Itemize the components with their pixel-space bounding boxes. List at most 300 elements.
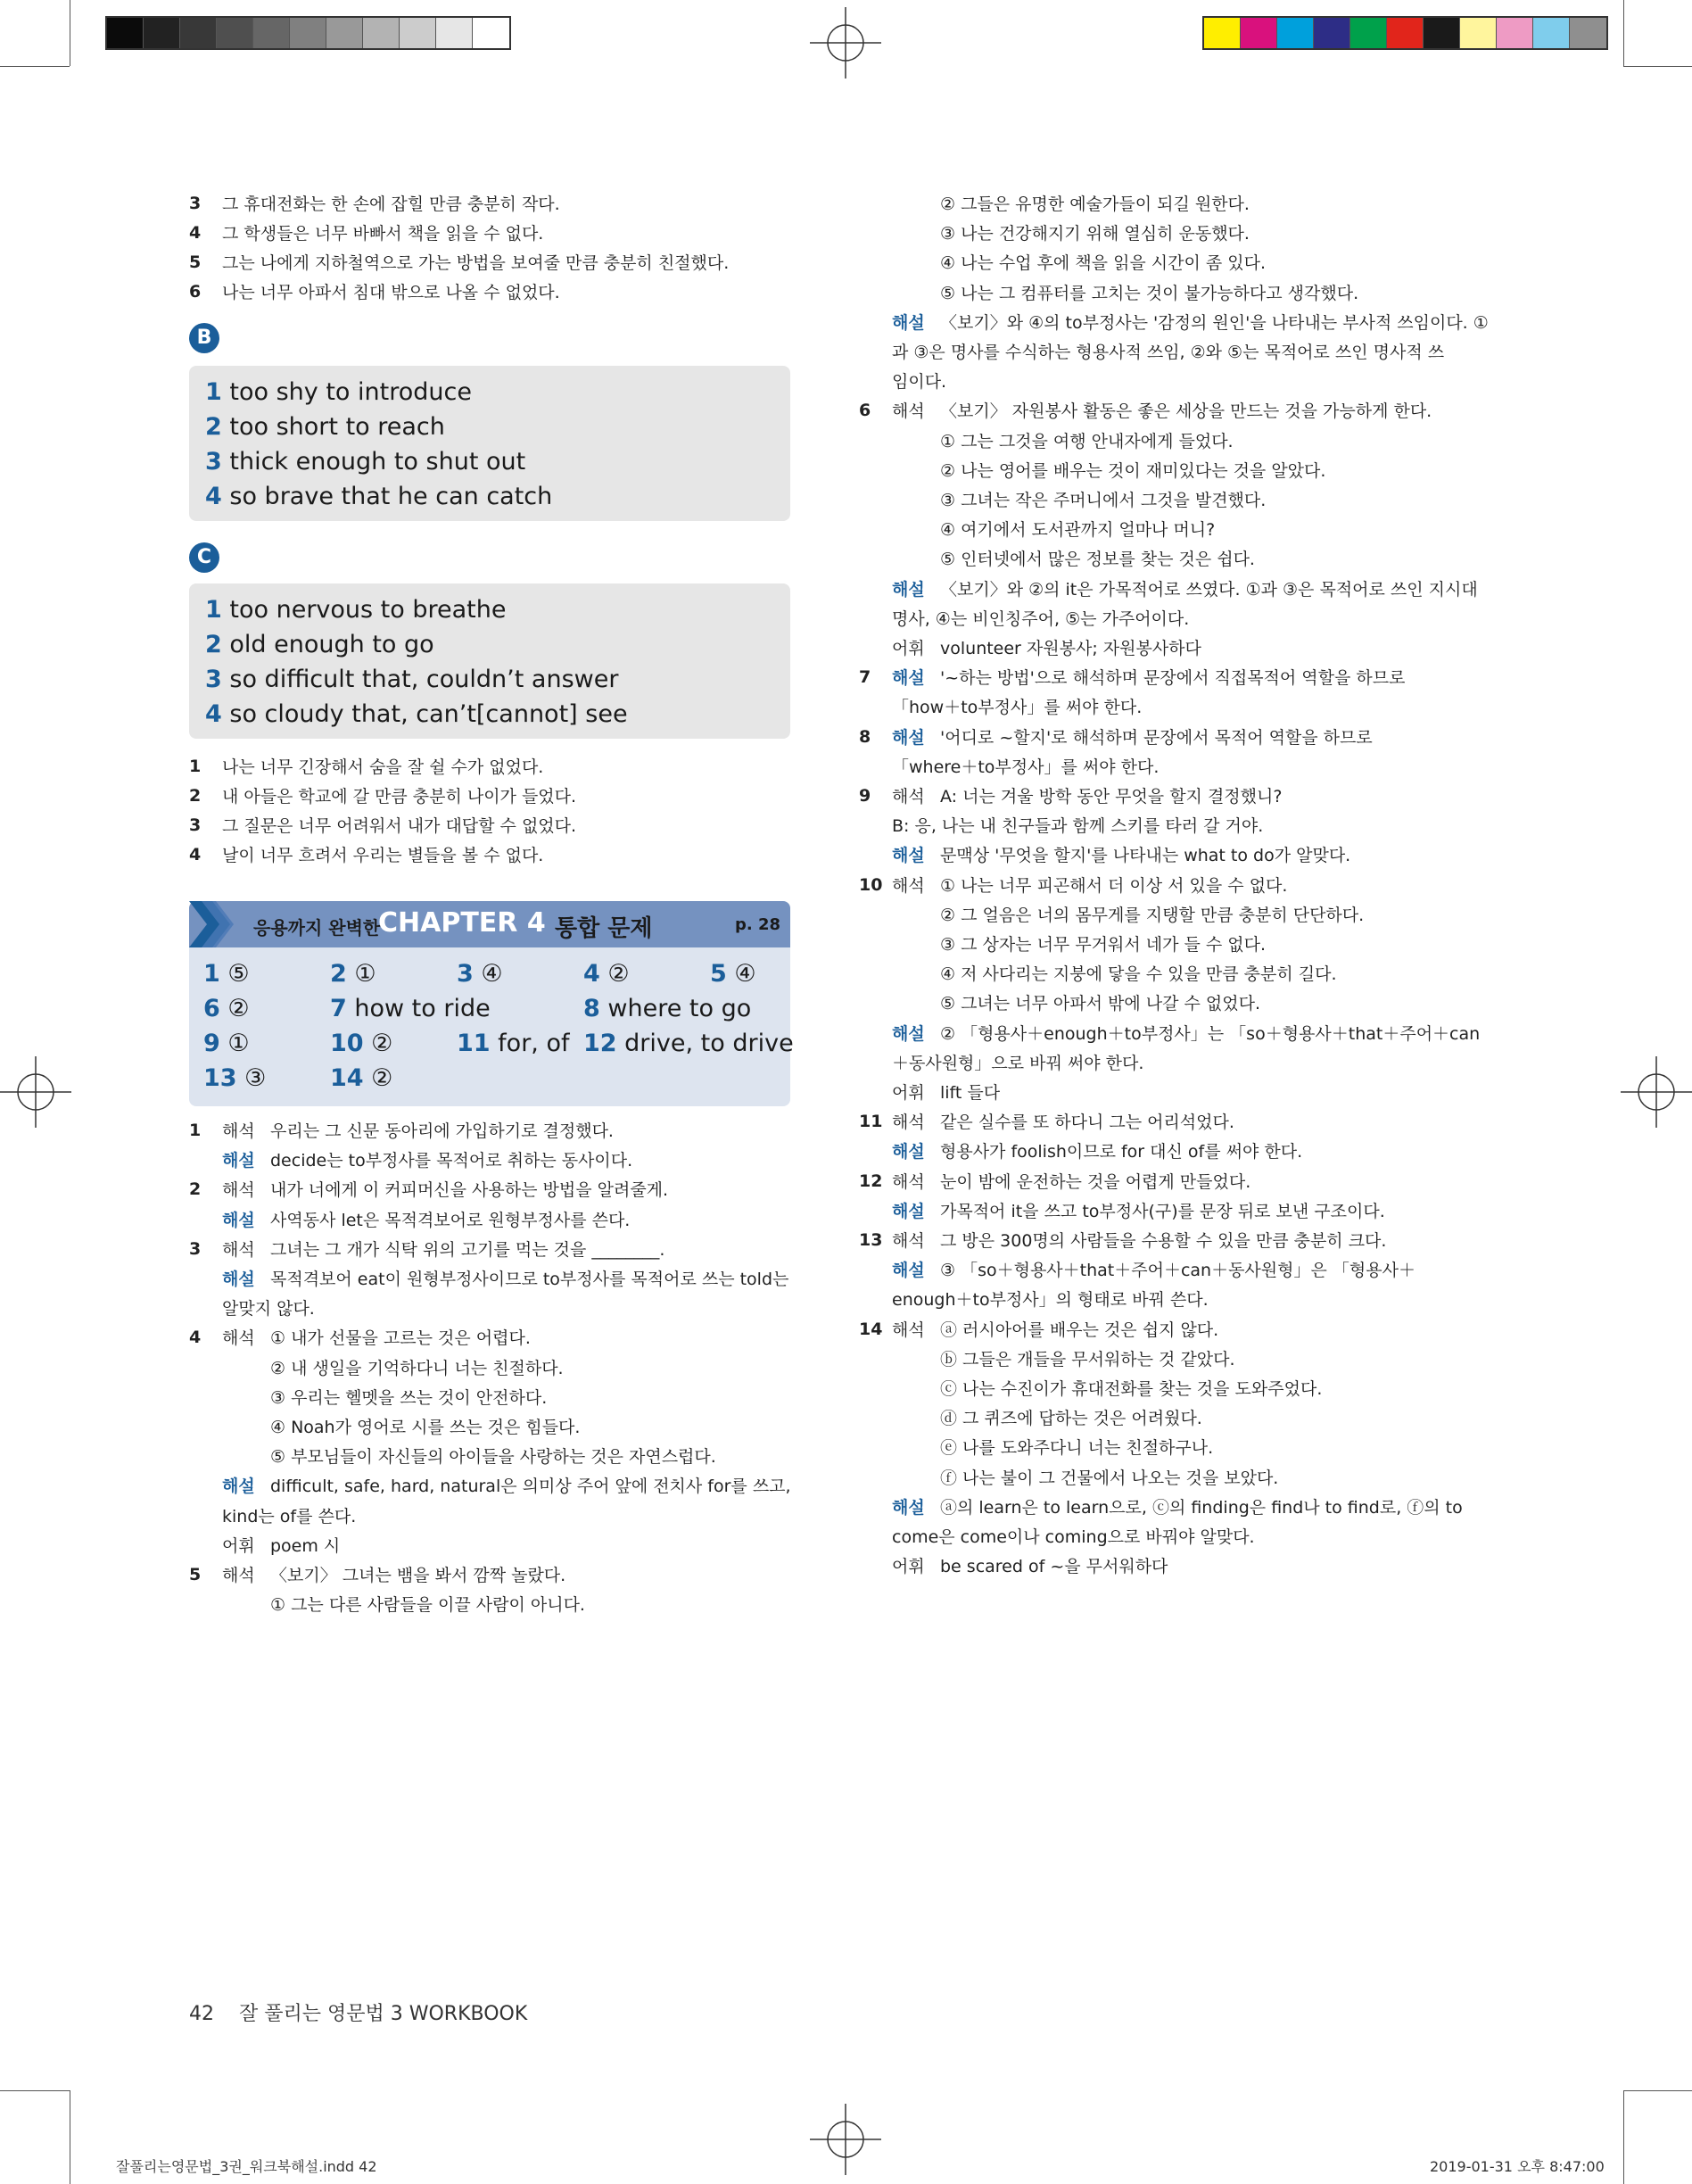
chapter-header [189, 901, 790, 947]
text-line [892, 548, 1255, 571]
line-text: ③ 「so＋형용사＋that＋주어＋can＋동사원형」은 「형용사＋ [940, 1261, 1416, 1281]
line-text: ④ 여기에서 도서관까지 얼마나 머니? [940, 520, 1216, 541]
line-text: ⓑ 그들은 개들을 무서워하는 것 같았다. [940, 1349, 1235, 1369]
answer-box-b [189, 366, 790, 521]
text-line [892, 874, 1287, 898]
text-line [222, 1505, 356, 1528]
line-text: A: 너는 겨울 방학 동안 무엇을 할지 결정했니? [940, 787, 1283, 807]
chapter-answer [583, 960, 630, 988]
text-line [892, 1377, 1322, 1401]
answer-number: 3 [205, 666, 222, 693]
text-line [892, 1200, 1385, 1223]
answer-value: where to go [607, 995, 752, 1022]
answer-text: thick enough to shut out [229, 448, 526, 476]
text-line [892, 222, 1250, 245]
line-text: be scared of ~을 무서워하다 [940, 1557, 1168, 1577]
line-text: ③ 그 상자는 너무 무거워서 네가 들 수 없다. [940, 935, 1267, 955]
line-text: 그 방은 300명의 사람들을 수용할 수 있을 만큼 충분히 크다. [940, 1231, 1387, 1251]
answer-text: old enough to go [229, 631, 434, 658]
line-text: ⓓ 그 퀴즈에 답하는 것은 어려웠다. [940, 1409, 1202, 1429]
answer-value: drive, to drive [624, 1030, 794, 1057]
item-number: 2 [189, 786, 202, 806]
answer-number: 14 [330, 1064, 364, 1092]
chapter-subtitle: 통합 문제 [555, 915, 653, 942]
item-number: 8 [859, 726, 871, 747]
crop-mark [1623, 2090, 1692, 2091]
text-line [892, 1259, 1416, 1282]
text-line [892, 282, 1358, 305]
item-number: 12 [859, 1171, 883, 1191]
answer-item [205, 483, 552, 510]
text-line [222, 1149, 632, 1172]
chapter-page: p. 28 [735, 915, 781, 934]
text-line [222, 1564, 565, 1587]
line-text: 가목적어 it을 쓰고 to부정사(구)를 문장 뒤로 보낸 구조이다. [940, 1201, 1385, 1221]
text-line [892, 1526, 1255, 1549]
registration-mark-icon [810, 2104, 881, 2175]
line-label: 해설 [892, 312, 925, 333]
text-line [222, 1297, 315, 1320]
chapter-answer [203, 960, 250, 988]
answer-number: 6 [203, 995, 220, 1022]
answer-item [205, 700, 628, 728]
answer-number: 2 [205, 631, 222, 658]
answer-item [205, 448, 525, 476]
line-text: ① 그는 다른 사람들을 이끌 사람이 아니다. [270, 1595, 585, 1616]
crop-mark [1623, 2090, 1624, 2184]
text-line [222, 1535, 340, 1558]
line-label: 해설 [892, 579, 925, 600]
answer-text: so brave that he can catch [229, 483, 553, 510]
grayscale-color-bar [105, 16, 511, 50]
item-number: 14 [859, 1319, 883, 1339]
answer-number: 3 [457, 960, 474, 988]
line-label: 해석 [892, 1113, 925, 1133]
color-swatch [290, 18, 326, 48]
line-label: 해석 [222, 1328, 255, 1349]
line-text: ① 나는 너무 피곤해서 더 이상 서 있을 수 없다. [940, 875, 1288, 896]
answer-text: too nervous to breathe [229, 596, 507, 624]
line-label: 해설 [892, 1261, 925, 1281]
text-line [892, 1022, 1480, 1046]
line-text: 그 질문은 너무 어려워서 내가 대답할 수 없었다. [222, 816, 577, 836]
answer-number: 4 [583, 960, 600, 988]
color-swatch [400, 18, 436, 48]
line-label: 해석 [222, 1239, 255, 1260]
line-text: 〈보기〉와 ②의 it은 가목적어로 쓰였다. ①과 ③은 목적어로 쓰인 지시대 [940, 579, 1478, 600]
chapter-answer [583, 995, 751, 1022]
line-label: 해설 [222, 1151, 255, 1171]
text-line [222, 193, 560, 216]
line-text: ③ 나는 건강해지기 위해 열심히 운동했다. [940, 224, 1250, 244]
answer-text: so cloudy that, can’t[cannot] see [229, 700, 628, 728]
color-swatch [473, 18, 509, 48]
section-b-badge: B [189, 323, 219, 353]
crop-mark [0, 2090, 70, 2091]
line-text: 알맞지 않다. [222, 1299, 315, 1320]
slug-file: 잘풀리는영문법_3권_워크북해설.indd 42 [116, 2158, 377, 2175]
page-number: 42 [189, 2003, 214, 2025]
text-line [222, 1238, 664, 1262]
item-number: 4 [189, 1328, 202, 1348]
line-text: ② 내 생일을 기억하다니 너는 친절하다. [270, 1358, 564, 1378]
line-text: 그 휴대전화는 한 손에 잡힐 만큼 충분히 작다. [222, 194, 560, 214]
text-line [892, 844, 1350, 867]
chapter-prefix: 응용까지 완벽한 [253, 917, 381, 939]
line-text: ④ Noah가 영어로 시를 쓰는 것은 힘들다. [270, 1418, 581, 1437]
line-text: '~하는 방법'으로 해석하며 문장에서 직접목적어 역할을 하므로 [940, 668, 1406, 689]
text-line [892, 1081, 1000, 1104]
text-line [222, 1593, 585, 1617]
line-text: 그 학생들은 너무 바빠서 책을 읽을 수 없다. [222, 224, 544, 244]
answer-number: 2 [205, 413, 222, 441]
text-line [892, 1467, 1278, 1490]
color-swatch [253, 18, 290, 48]
line-text: decide는 to부정사를 목적어로 취하는 동사이다. [270, 1151, 633, 1171]
line-text: ② 나는 영어를 배우는 것이 재미있다는 것을 알았다. [940, 460, 1326, 481]
answer-number: 4 [205, 483, 222, 510]
answer-item [205, 666, 618, 693]
text-line [892, 518, 1215, 542]
line-label: 해석 [892, 1231, 925, 1251]
text-line [892, 1111, 1234, 1134]
text-line [222, 252, 729, 275]
text-line [222, 222, 543, 245]
answer-value: how to ride [354, 995, 491, 1022]
text-line [892, 489, 1266, 512]
text-line [892, 1348, 1235, 1371]
item-number: 10 [859, 874, 883, 895]
chapter-answer [203, 995, 250, 1022]
color-swatch [1350, 18, 1387, 48]
text-line [222, 756, 543, 779]
answer-number: 7 [330, 995, 347, 1022]
text-line [222, 1120, 614, 1143]
line-text: 나는 너무 아파서 침대 밖으로 나올 수 없었다. [222, 283, 560, 302]
text-line [892, 1496, 1463, 1519]
line-text: ⓐ의 learn은 to learn으로, ⓒ의 finding은 find나 to find로, ⓕ의 to [940, 1497, 1463, 1518]
item-number: 3 [189, 194, 202, 213]
line-text: 문맥상 '무엇을 할지'를 나타내는 what to do가 알맞다. [940, 846, 1351, 866]
chapter-answer [330, 960, 376, 988]
line-text: 형용사가 foolish이므로 for 대신 of를 써야 한다. [940, 1142, 1303, 1162]
line-text: ⑤ 부모님들이 자신들의 아이들을 사랑하는 것은 자연스럽다. [270, 1447, 716, 1468]
line-label: 해석 [222, 1566, 255, 1585]
text-line [892, 933, 1266, 956]
text-line [892, 696, 1142, 719]
text-line [892, 578, 1478, 601]
text-line [222, 1445, 716, 1468]
line-text: 내가 너에게 이 커피머신을 사용하는 방법을 알려줄게. [270, 1180, 669, 1201]
answer-number: 5 [710, 960, 727, 988]
chapter-answer [710, 960, 756, 988]
answer-number: 11 [457, 1030, 491, 1057]
line-text: ⑤ 인터넷에서 많은 정보를 찾는 것은 쉽다. [940, 550, 1255, 570]
section-c-badge: C [189, 542, 219, 573]
line-text: volunteer 자원봉사; 자원봉사하다 [940, 639, 1201, 658]
line-label: 어휘 [892, 1083, 925, 1103]
line-text: 그는 나에게 지하철역으로 가는 방법을 보여줄 만큼 충분히 친절했다. [222, 253, 730, 273]
chevron-right-icon [189, 901, 243, 947]
line-text: ④ 나는 수업 후에 책을 읽을 시간이 좀 있다. [940, 253, 1267, 274]
line-text: enough＋to부정사」의 형태로 바꿔 쓴다. [892, 1290, 1209, 1311]
answer-number: 13 [203, 1064, 237, 1092]
line-text: 눈이 밤에 운전하는 것을 어렵게 만들었다. [940, 1171, 1251, 1192]
page-footer [189, 1998, 527, 2026]
line-text: ⑤ 나는 그 컴퓨터를 고치는 것이 불가능하다고 생각했다. [940, 283, 1359, 303]
line-label: 해석 [892, 401, 925, 422]
line-text: ⓐ 러시아어를 배우는 것은 쉽지 않다. [940, 1320, 1219, 1340]
text-line [892, 1171, 1250, 1194]
chapter-answer [330, 1030, 392, 1057]
answer-value: ② [227, 995, 250, 1022]
line-text: ② 그들은 유명한 예술가들이 되길 원한다. [940, 194, 1250, 214]
answer-value: ④ [481, 960, 503, 988]
item-number: 3 [189, 1238, 202, 1259]
item-number: 4 [189, 223, 202, 243]
color-swatch [1570, 18, 1606, 48]
line-label: 해석 [222, 1180, 255, 1201]
color-swatch [1424, 18, 1460, 48]
line-label: 해설 [892, 668, 925, 689]
chapter-answer [330, 1064, 392, 1092]
color-swatch [1204, 18, 1241, 48]
answer-item [205, 378, 472, 406]
text-line [892, 726, 1373, 749]
line-label: 해설 [892, 727, 925, 748]
item-number: 2 [189, 1179, 202, 1200]
text-line [892, 400, 1432, 423]
text-line [222, 1179, 668, 1202]
chapter-answer [203, 1064, 266, 1092]
text-line [892, 963, 1337, 986]
answer-box-c [189, 583, 790, 739]
text-line [892, 1319, 1218, 1342]
line-text: 목적격보어 eat이 원형부정사이므로 to부정사를 목적어로 쓰는 told는 [270, 1270, 789, 1289]
text-line [892, 815, 1263, 838]
text-line [222, 1416, 580, 1439]
text-line [892, 311, 1489, 335]
line-text: difficult, safe, hard, natural은 의미상 주어 앞에 전치사 for를 쓰고, [270, 1477, 791, 1497]
item-number: 4 [189, 845, 202, 864]
color-swatch [1277, 18, 1314, 48]
line-text: 나는 너무 긴장해서 숨을 잘 쉴 수가 없었다. [222, 757, 544, 777]
text-line [892, 1229, 1386, 1253]
text-line [222, 1268, 788, 1291]
item-number: 7 [859, 667, 871, 688]
color-swatch [1533, 18, 1570, 48]
line-label: 해설 [892, 1142, 925, 1162]
text-line [222, 1475, 791, 1498]
line-text: ① 그는 그것을 여행 안내자에게 들었다. [940, 431, 1234, 451]
chapter-answer [583, 1030, 794, 1057]
line-text: lift 들다 [940, 1083, 1001, 1103]
answer-value: ⑤ [227, 960, 250, 988]
answer-value: ① [227, 1030, 250, 1057]
answer-text: too shy to introduce [229, 378, 472, 406]
crop-mark [1623, 0, 1624, 66]
item-number: 11 [859, 1112, 883, 1132]
chapter-answer [330, 995, 491, 1022]
line-text: kind는 of를 쓴다. [222, 1506, 357, 1526]
chapter-answer [203, 1030, 250, 1057]
answer-value: ③ [244, 1064, 267, 1092]
answer-number: 8 [583, 995, 600, 1022]
item-number: 13 [859, 1230, 883, 1250]
text-line [222, 1386, 547, 1410]
text-line [222, 785, 576, 808]
answer-number: 12 [583, 1030, 617, 1057]
text-line [892, 666, 1405, 690]
text-line [892, 341, 1444, 364]
item-number: 3 [189, 815, 202, 835]
answer-value: ② [371, 1064, 393, 1092]
text-line [892, 756, 1159, 779]
answer-number: 4 [205, 700, 222, 728]
color-swatch [144, 18, 180, 48]
answer-item [205, 596, 506, 624]
answer-value: ① [354, 960, 376, 988]
text-line [892, 1436, 1213, 1460]
color-swatch [1314, 18, 1350, 48]
color-swatch [326, 18, 363, 48]
line-text: ② 그 얼음은 너의 몸무게를 지탱할 만큼 충분히 단단하다. [940, 905, 1365, 925]
answer-value: for, of [498, 1030, 570, 1057]
line-label: 해석 [222, 1121, 255, 1141]
line-text: 사역동사 let은 목적격보어로 원형부정사를 쓴다. [270, 1210, 631, 1230]
text-line [222, 844, 543, 867]
line-text: B: 응, 나는 내 친구들과 함께 스키를 타러 갈 거야. [892, 816, 1264, 837]
answer-text: so difficult that, couldn’t answer [229, 666, 619, 693]
line-text: come은 come이나 coming으로 바꿔야 알맞다. [892, 1527, 1255, 1547]
line-text: ⓔ 나를 도와주다니 너는 친절하구나. [940, 1438, 1214, 1459]
text-line [222, 1209, 630, 1232]
book-title: 잘 풀리는 영문법 3 WORKBOOK [238, 2003, 528, 2025]
chapter-answer-grid [189, 947, 794, 1106]
line-text: 임이다. [892, 372, 947, 393]
text-line [892, 1407, 1202, 1430]
line-label: 해설 [222, 1270, 255, 1289]
color-swatch [107, 18, 144, 48]
item-number: 1 [189, 757, 202, 776]
answer-number: 3 [205, 448, 222, 476]
line-text: 내 아들은 학교에 갈 만큼 충분히 나이가 들었다. [222, 787, 577, 807]
line-text: 같은 실수를 또 하다니 그는 어리석었다. [940, 1113, 1234, 1133]
line-text: 날이 너무 흐려서 우리는 별들을 볼 수 없다. [222, 846, 544, 865]
line-text: ⓕ 나는 불이 그 건물에서 나오는 것을 보았다. [940, 1468, 1279, 1488]
line-label: 해설 [892, 1201, 925, 1221]
text-line [892, 1555, 1168, 1578]
text-line [892, 1140, 1302, 1163]
answer-number: 2 [330, 960, 347, 988]
text-line [222, 281, 560, 304]
answer-item [205, 413, 445, 441]
line-text: ② 「형용사＋enough＋to부정사」는 「so＋형용사＋that＋주어＋can [940, 1023, 1481, 1044]
answer-number: 1 [205, 378, 222, 406]
line-label: 해설 [892, 846, 925, 866]
registration-mark-icon [0, 1056, 71, 1128]
slug-date: 2019-01-31 오후 8:47:00 [1430, 2158, 1605, 2175]
line-text: poem 시 [270, 1535, 341, 1556]
line-text: 〈보기〉와 ④의 to부정사는 '감정의 원인'을 나타내는 부사적 쓰임이다. ① [940, 312, 1489, 333]
chapter-title: CHAPTER 4 [378, 907, 546, 939]
color-swatch [217, 18, 253, 48]
line-label: 해석 [892, 1320, 925, 1340]
color-swatch [363, 18, 400, 48]
color-swatch [180, 18, 217, 48]
line-text: 「where＋to부정사」를 써야 한다. [892, 757, 1160, 777]
color-swatch [436, 18, 473, 48]
line-text: 과 ③은 명사를 수식하는 형용사적 쓰임, ②와 ⑤는 목적어로 쓰인 명사적 쓰 [892, 343, 1445, 362]
chapter-answer [457, 960, 503, 988]
line-text: ③ 그녀는 작은 주머니에서 그것을 발견했다. [940, 491, 1267, 510]
line-text: 〈보기〉 그녀는 뱀을 봐서 깜짝 놀랐다. [270, 1566, 566, 1585]
line-text: ⑤ 그녀는 너무 아파서 밖에 나갈 수 없었다. [940, 994, 1261, 1014]
text-line [892, 608, 1189, 631]
item-number: 9 [859, 786, 871, 806]
line-label: 해설 [892, 1023, 925, 1044]
answer-value: ④ [734, 960, 756, 988]
line-text: ⓒ 나는 수진이가 휴대전화를 찾는 것을 도와주었다. [940, 1379, 1323, 1399]
line-text: '어디로 ~할지'로 해석하며 문장에서 목적어 역할을 하므로 [940, 727, 1373, 748]
line-text: ③ 우리는 헬멧을 쓰는 것이 안전하다. [270, 1387, 548, 1408]
text-line [222, 1327, 531, 1350]
line-label: 해석 [892, 875, 925, 896]
text-line [892, 785, 1282, 808]
line-text: 명사, ④는 비인칭주어, ⑤는 가주어이다. [892, 608, 1190, 629]
text-line [892, 904, 1364, 927]
chapter-answer [457, 1030, 570, 1057]
line-text: ＋동사원형」으로 바꿔 써야 한다. [892, 1053, 1144, 1073]
color-swatch [1460, 18, 1497, 48]
crop-mark [1623, 66, 1692, 67]
line-label: 어휘 [892, 1557, 925, 1577]
registration-mark-icon [1621, 1056, 1692, 1128]
item-number: 5 [189, 252, 202, 272]
line-label: 해석 [892, 787, 925, 807]
answer-item [205, 631, 434, 658]
text-line [892, 252, 1266, 275]
line-text: 〈보기〉 자원봉사 활동은 좋은 세상을 만드는 것을 가능하게 한다. [940, 401, 1432, 422]
text-line [222, 1357, 564, 1380]
color-swatch [1387, 18, 1424, 48]
line-label: 해설 [222, 1210, 255, 1230]
text-line [892, 637, 1201, 660]
item-number: 5 [189, 1565, 202, 1584]
answer-value: ② [371, 1030, 393, 1057]
text-line [892, 459, 1325, 483]
text-line [892, 992, 1260, 1015]
text-line [892, 193, 1250, 216]
item-number: 6 [859, 401, 871, 421]
text-line [892, 1052, 1143, 1075]
text-line [892, 430, 1234, 453]
line-text: 「how＋to부정사」를 써야 한다. [892, 698, 1143, 718]
line-label: 어휘 [892, 639, 925, 658]
crop-mark [0, 66, 70, 67]
line-text: 그녀는 그 개가 식탁 위의 고기를 먹는 것을 ________. [270, 1239, 665, 1260]
text-line [222, 815, 576, 838]
answer-number: 1 [205, 596, 222, 624]
line-label: 어휘 [222, 1535, 255, 1556]
color-swatch [1241, 18, 1277, 48]
answer-text: too short to reach [229, 413, 445, 441]
line-text: ① 내가 선물을 고르는 것은 어렵다. [270, 1328, 531, 1349]
registration-mark-icon [810, 7, 881, 79]
answer-value: ② [607, 960, 630, 988]
answer-number: 10 [330, 1030, 364, 1057]
line-text: ④ 저 사다리는 지붕에 닿을 수 있을 만큼 충분히 길다. [940, 964, 1337, 985]
